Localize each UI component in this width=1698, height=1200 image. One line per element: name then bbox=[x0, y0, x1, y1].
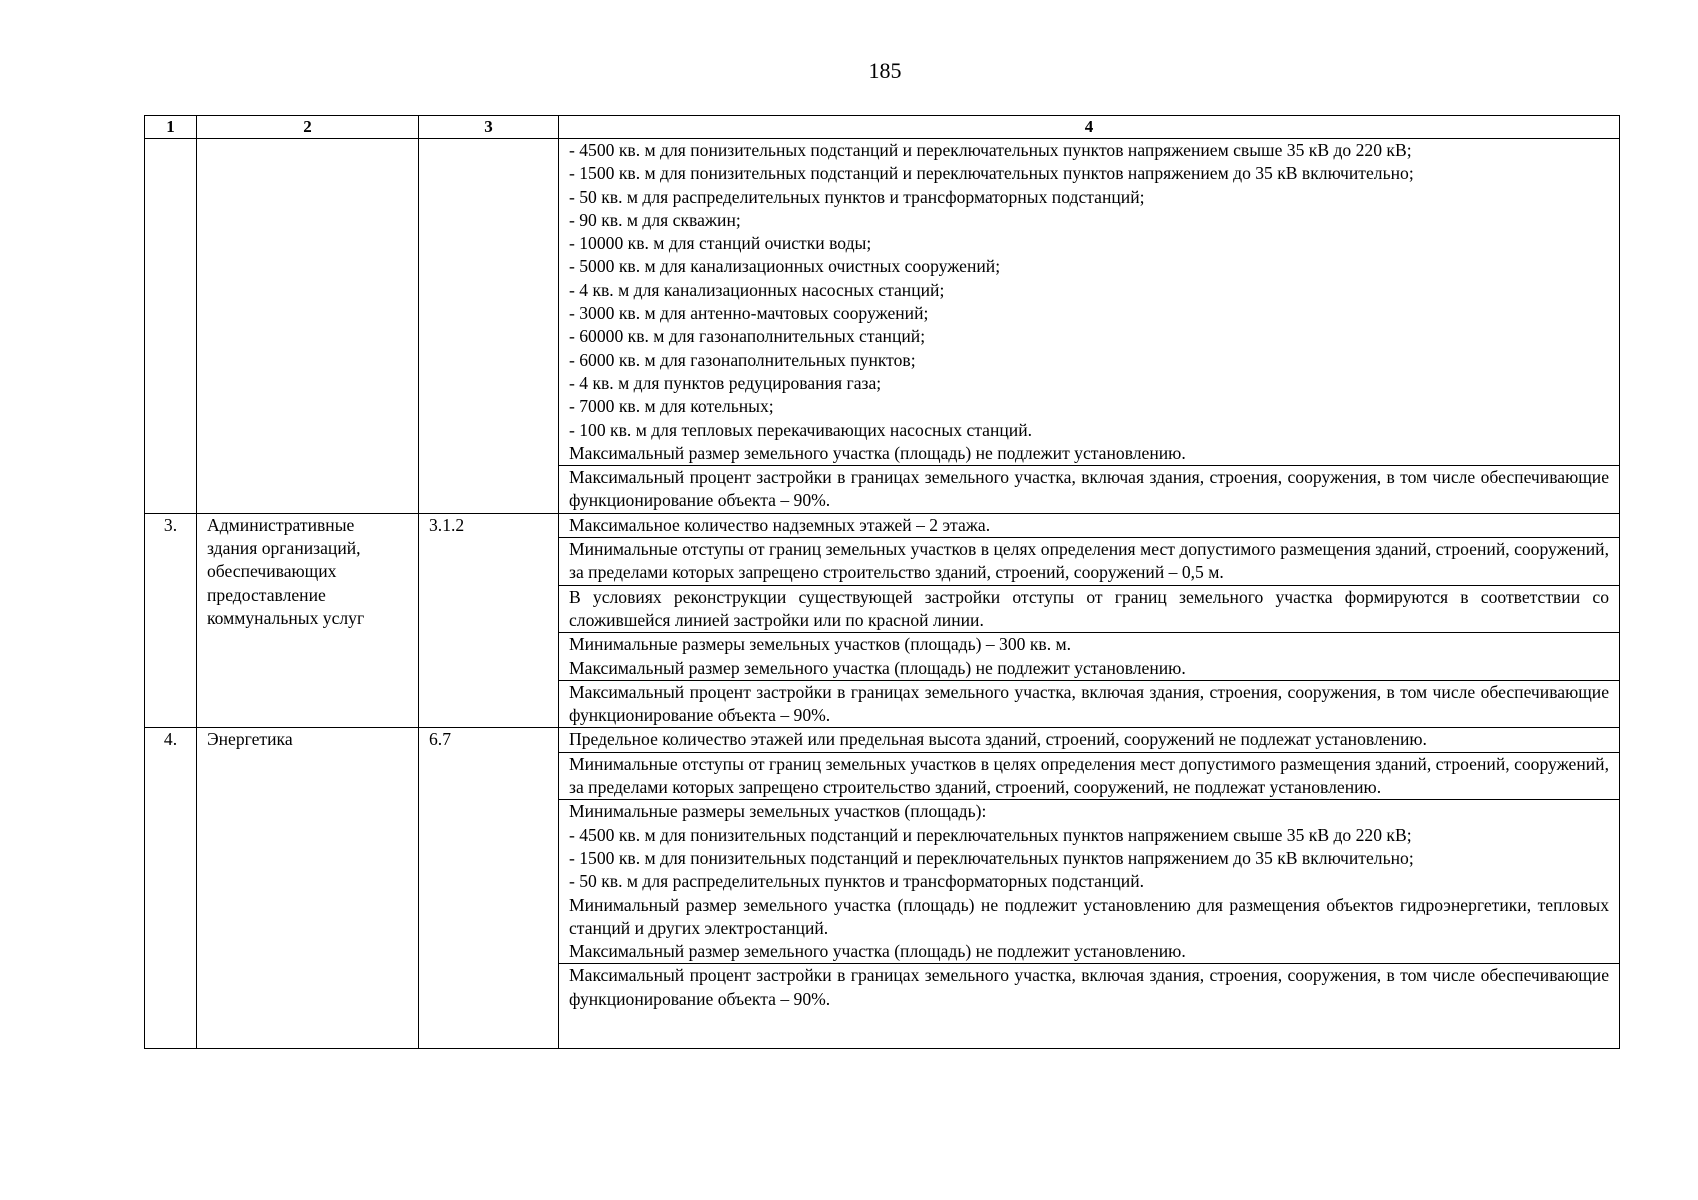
cell-name bbox=[197, 139, 419, 514]
table-row bbox=[145, 513, 1620, 537]
cell-parameter bbox=[559, 752, 1620, 800]
text-line: - 100 кв. м для тепловых перекачивающих насосных станций. bbox=[569, 419, 1033, 440]
cell-code: 3.1.2 bbox=[419, 513, 559, 728]
text-line: Предельное количество этажей или предельная высота зданий, строений, сооружений не подлежат установлению. bbox=[569, 729, 1427, 750]
text-line: Минимальные отступы от границ земельных участков в целях определения мест допустимого размещения зданий, строений, сооружений, за пределами которых запрещено строительство зданий, строений, сооружений – 0,5 м. bbox=[569, 539, 1609, 583]
cell-parameter bbox=[559, 466, 1620, 514]
text-line: - 60000 кв. м для газонаполнительных станций; bbox=[569, 326, 926, 347]
text-line: - 4500 кв. м для понизительных подстанций и переключательных пунктов напряжением свыше 35 кВ до 220 кВ; bbox=[569, 140, 1412, 160]
text-line: - 3000 кв. м для антенно-мачтовых сооружений; bbox=[569, 303, 929, 324]
text-line: - 50 кв. м для распределительных пунктов и трансформаторных подстанций. bbox=[569, 871, 1145, 892]
cell-name: Энергетика bbox=[197, 728, 419, 1049]
text-line: - 50 кв. м для распределительных пунктов и трансформаторных подстанций; bbox=[569, 186, 1145, 207]
header-col-3: 3 bbox=[419, 116, 559, 139]
cell-parameter bbox=[559, 964, 1620, 1049]
table-row bbox=[145, 139, 1620, 466]
text-line: Максимальное количество надземных этажей – 2 этажа. bbox=[569, 514, 991, 535]
cell-parameter bbox=[559, 680, 1620, 728]
header-col-4: 4 bbox=[559, 116, 1620, 139]
text-line: - 1500 кв. м для понизительных подстанций и переключательных пунктов напряжением до 35 кВ включительно; bbox=[569, 847, 1414, 868]
cell-name: Административные здания организаций, обеспечивающих предоставление коммунальных услуг bbox=[197, 513, 419, 728]
cell-code bbox=[419, 139, 559, 514]
cell-num: 3. bbox=[145, 513, 197, 728]
table-body bbox=[145, 139, 1620, 1049]
text-line: - 4 кв. м для пунктов редуцирования газа; bbox=[569, 372, 882, 393]
text-line: Максимальный процент застройки в границах земельного участка, включая здания, строения, сооружения, в том числе обеспечивающие функционирование объекта – 90%. bbox=[569, 681, 1609, 726]
text-line: Минимальные отступы от границ земельных участков в целях определения мест допустимого размещения зданий, строений, сооружений, за пределами которых запрещено строительство зданий, строений, сооружений, не подлежат установлению. bbox=[569, 753, 1609, 798]
cell-parameter bbox=[559, 728, 1620, 752]
header-col-2: 2 bbox=[197, 116, 419, 139]
text-line: - 7000 кв. м для котельных; bbox=[569, 396, 774, 417]
table-row bbox=[145, 728, 1620, 752]
page-number: 185 bbox=[868, 58, 902, 83]
text-line: Максимальный процент застройки в границах земельного участка, включая здания, строения, сооружения, в том числе обеспечивающие функционирование объекта – 90%. bbox=[569, 467, 1609, 511]
regulations-table bbox=[144, 115, 1620, 1049]
text-line: Максимальный процент застройки в границах земельного участка, включая здания, строения, сооружения, в том числе обеспечивающие функционирование объекта – 90%. bbox=[569, 965, 1609, 1009]
text-line: - 90 кв. м для скважин; bbox=[569, 209, 741, 230]
cell-num: 4. bbox=[145, 728, 197, 1049]
cell-code: 6.7 bbox=[419, 728, 559, 1049]
cell-parameter bbox=[559, 633, 1620, 681]
text-line: - 4 кв. м для канализационных насосных станций; bbox=[569, 279, 945, 300]
cell-parameter bbox=[559, 538, 1620, 586]
table-header-row bbox=[145, 116, 1620, 139]
text-line: Минимальные размеры земельных участков (площадь): bbox=[569, 801, 987, 822]
text-line: - 10000 кв. м для станций очистки воды; bbox=[569, 233, 872, 254]
text-line: - 5000 кв. м для канализационных очистных сооружений; bbox=[569, 256, 1001, 277]
cell-parameter bbox=[559, 513, 1620, 537]
text-line: Минимальные размеры земельных участков (площадь) – 300 кв. м. bbox=[569, 634, 1072, 655]
text-line: - 6000 кв. м для газонаполнительных пунктов; bbox=[569, 349, 916, 370]
cell-parameter bbox=[559, 585, 1620, 633]
text-line: Минимальный размер земельного участка (площадь) не подлежит установлению для размещения объектов гидроэнергетики, тепловых станций и других электростанций. bbox=[569, 894, 1609, 938]
cell-parameter bbox=[559, 800, 1620, 964]
text-line: Максимальный размер земельного участка (площадь) не подлежит установлению. bbox=[569, 941, 1186, 962]
text-line: Максимальный размер земельного участка (площадь) не подлежит установлению. bbox=[569, 442, 1186, 463]
text-line: - 4500 кв. м для понизительных подстанций и переключательных пунктов напряжением свыше 35 кВ до 220 кВ; bbox=[569, 824, 1412, 845]
text-line: - 1500 кв. м для понизительных подстанций и переключательных пунктов напряжением до 35 кВ включительно; bbox=[569, 163, 1414, 184]
text-line: В условиях реконструкции существующей застройки отступы от границ земельного участка формируются в соответствии со сложившейся линией застройки или по красной линии. bbox=[569, 586, 1609, 630]
cell-parameter bbox=[559, 139, 1620, 466]
text-line: Максимальный размер земельного участка (площадь) не подлежит установлению. bbox=[569, 657, 1186, 678]
cell-num bbox=[145, 139, 197, 514]
header-col-1: 1 bbox=[145, 116, 197, 139]
